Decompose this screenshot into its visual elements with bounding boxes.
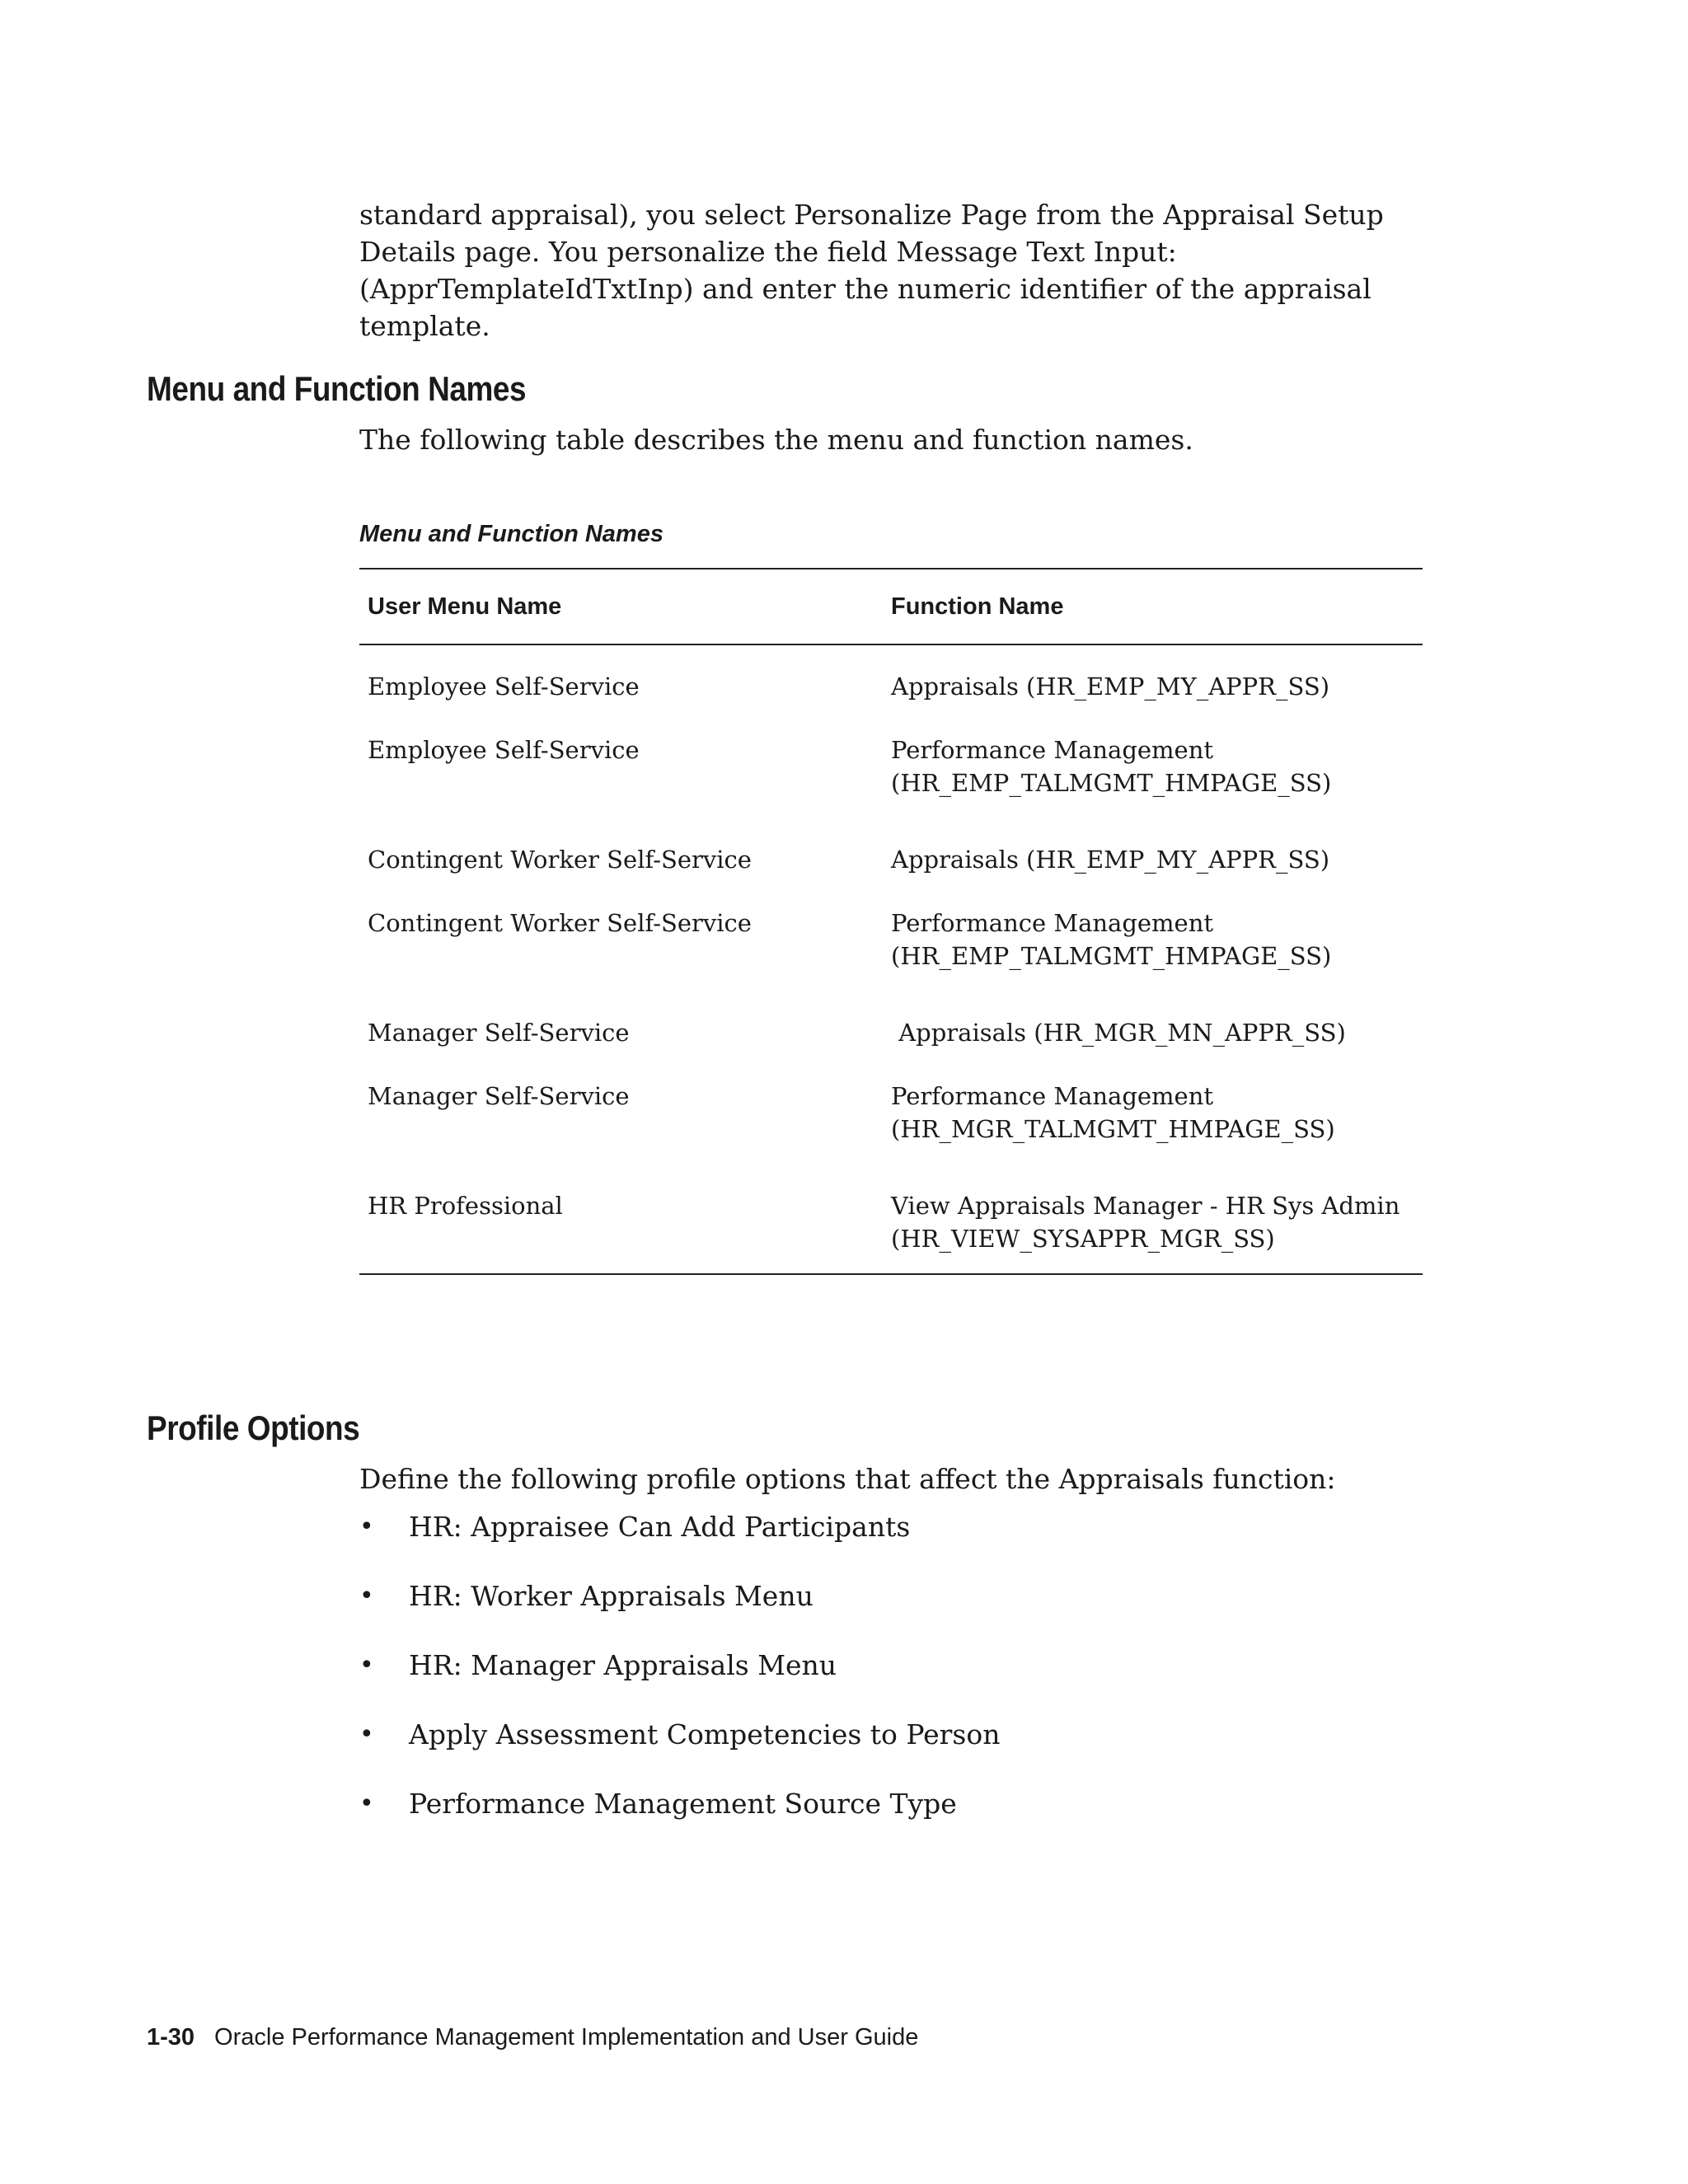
table-row [359,1010,1423,1073]
list-item [359,1785,1001,1854]
cell-user-menu: Contingent Worker Self-Service [368,909,752,937]
menu-section-heading: Menu and Function Names [147,369,527,408]
page-number: 1-30 [147,2024,195,2050]
bullet-icon: • [359,1651,374,1680]
cell-user-menu: Employee Self-Service [368,736,640,764]
menu-function-table [359,568,1423,1275]
cell-function: Performance Management (HR_EMP_TALMGMT_HMPAGE_SS) [891,909,1332,970]
cell-user-menu: Manager Self-Service [368,1082,630,1110]
bullet-icon: • [359,1512,374,1541]
profile-section-lead: Define the following profile options that affect the Appraisals function: [359,1463,1336,1495]
table-body [359,645,1423,1273]
intro-paragraph: standard appraisal), you select Personalize Page from the Appraisal Setup Details page. You personalize the field Message Text Input: (ApprTemplateIdTxtInp) and enter the numeric identifier of the appraisal template. [359,199,1384,342]
profile-option-label: HR: Worker Appraisals Menu [409,1580,814,1612]
table-header-row [359,569,1423,645]
table-row [359,900,1423,1010]
table-row [359,1183,1423,1262]
cell-function: Appraisals (HR_EMP_MY_APPR_SS) [891,673,1330,701]
guide-title: Oracle Performance Management Implementation and User Guide [214,2024,919,2050]
list-item [359,1716,1001,1785]
menu-section-lead: The following table describes the menu and function names. [359,424,1193,456]
cell-function: View Appraisals Manager - HR Sys Admin (HR_VIEW_SYSAPPR_MGR_SS) [891,1192,1400,1253]
cell-function: Performance Management (HR_EMP_TALMGMT_HMPAGE_SS) [891,736,1332,797]
profile-option-label: HR: Manager Appraisals Menu [409,1649,837,1681]
page-footer [147,2022,918,2052]
table-caption: Menu and Function Names [359,521,663,547]
cell-user-menu: HR Professional [368,1192,563,1220]
profile-option-label: Performance Management Source Type [409,1788,957,1820]
bullet-icon: • [359,1789,374,1818]
cell-user-menu: Manager Self-Service [368,1019,630,1047]
cell-function: Appraisals (HR_EMP_MY_APPR_SS) [891,846,1330,874]
profile-option-label: Apply Assessment Competencies to Person [409,1718,1001,1750]
list-item [359,1647,1001,1716]
list-item [359,1577,1001,1647]
bullet-icon: • [359,1582,374,1610]
cell-user-menu: Employee Self-Service [368,673,640,701]
header-function-name: Function Name [891,593,1064,620]
profile-option-label: HR: Appraisee Can Add Participants [409,1511,911,1543]
cell-function: Appraisals (HR_MGR_MN_APPR_SS) [891,1019,1346,1047]
list-item [359,1508,1001,1577]
header-user-menu-name: User Menu Name [368,593,562,620]
table-row [359,727,1423,837]
bullet-icon: • [359,1720,374,1749]
cell-function: Performance Management (HR_MGR_TALMGMT_HMPAGE_SS) [891,1082,1335,1143]
table-row [359,837,1423,900]
cell-user-menu: Contingent Worker Self-Service [368,846,752,874]
profile-section-heading: Profile Options [147,1408,360,1447]
profile-options-list [359,1508,1001,1854]
table-row [359,1073,1423,1183]
table-row [359,663,1423,727]
